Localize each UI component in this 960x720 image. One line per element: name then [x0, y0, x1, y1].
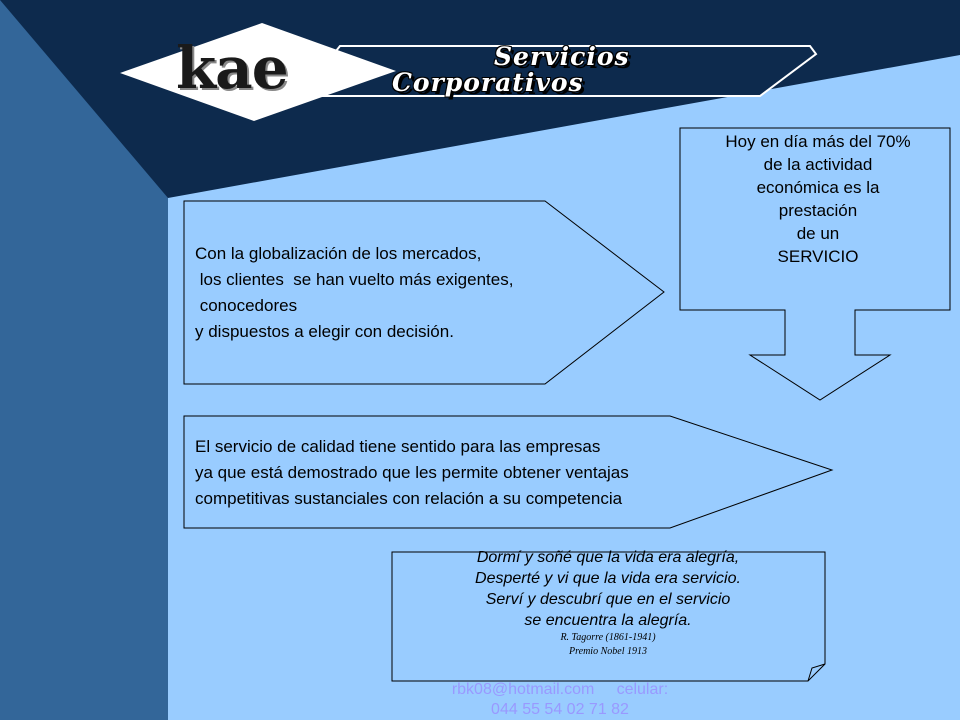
- text-line: Con la globalización de los mercados,: [195, 244, 482, 263]
- service-statistic-text: [684, 130, 952, 268]
- quote-line: Serví y descubrí que en el servicio: [485, 591, 731, 608]
- quality-service-text: [195, 434, 629, 512]
- text-line: ya que está demostrado que les permite obtener ventajas: [195, 463, 629, 482]
- contact-phone-number: 044 55 54 02 71 82: [491, 701, 629, 718]
- tagore-quote: [396, 547, 820, 659]
- quote-line: se encuentra la alegría.: [524, 612, 692, 629]
- text-line: prestación: [778, 201, 858, 220]
- logo-line-servicios: Servicios: [494, 42, 630, 71]
- text-line: SERVICIO: [777, 247, 859, 266]
- globalization-text: [195, 241, 513, 345]
- text-line: de un: [796, 224, 840, 243]
- text-line: de la actividad: [763, 155, 873, 174]
- quote-author: R. Tagorre (1861-1941): [560, 632, 656, 643]
- text-line: competitivas sustanciales con relación a su competencia: [195, 489, 623, 508]
- quote-award: Premio Nobel 1913: [569, 646, 647, 657]
- logo-line-corporativos: Corporativos: [392, 68, 584, 97]
- text-line: económica es la: [756, 178, 880, 197]
- text-line: conocedores: [195, 296, 298, 315]
- text-line: los clientes se han vuelto más exigentes,: [195, 270, 514, 289]
- text-line: Hoy en día más del 70%: [725, 132, 911, 151]
- quote-line: Desperté y vi que la vida era servicio.: [475, 570, 741, 587]
- text-line: El servicio de calidad tiene sentido para las empresas: [195, 437, 601, 456]
- logo-mark: kae: [176, 34, 288, 102]
- contact-email-phone-label[interactable]: rbk08@hotmail.com celular:: [451, 681, 669, 698]
- contact-info: [400, 680, 720, 720]
- quote-line: Dormí y soñé que la vida era alegría,: [476, 549, 740, 566]
- text-line: y dispuestos a elegir con decisión.: [195, 322, 454, 341]
